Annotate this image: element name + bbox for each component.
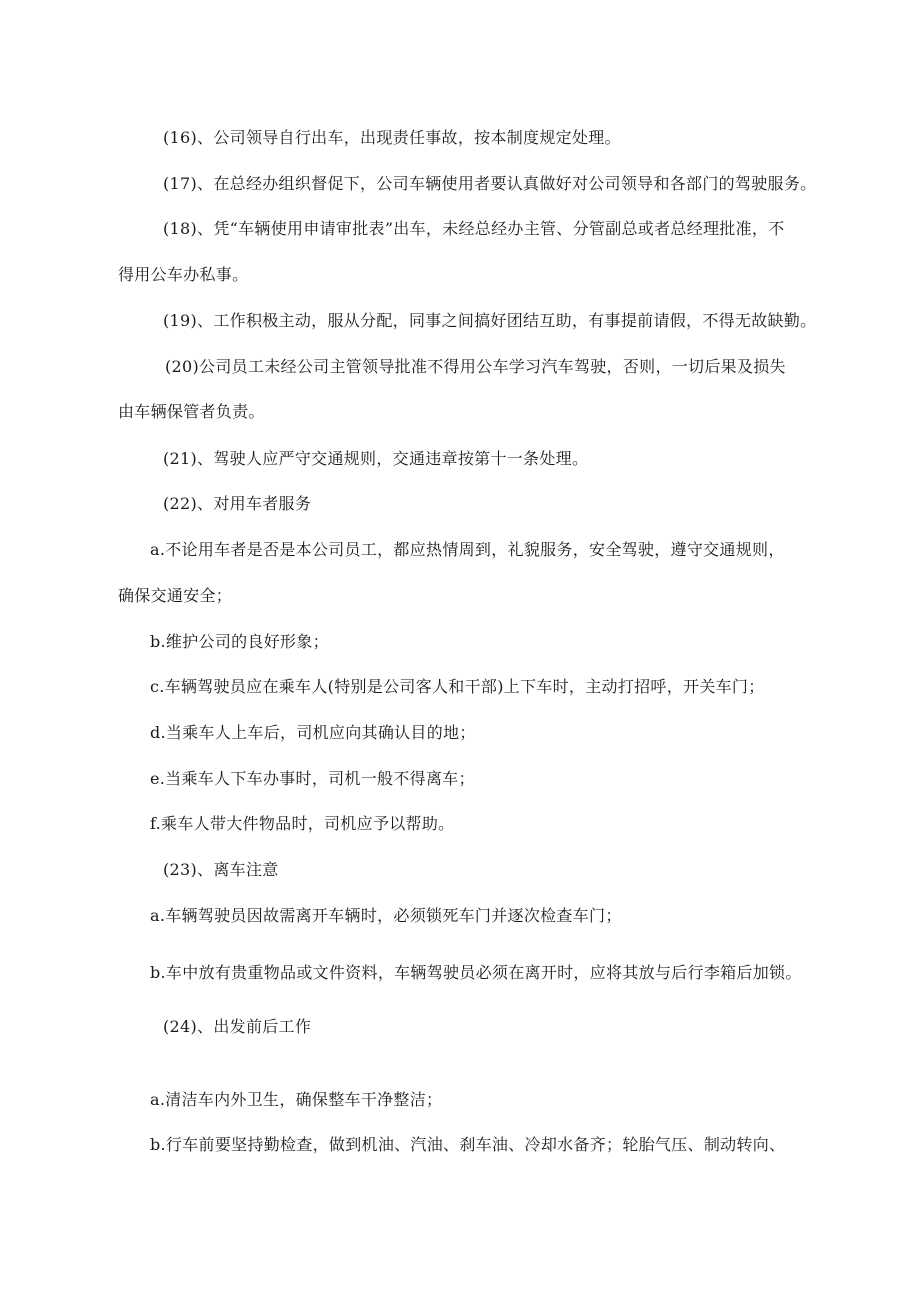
item-20-line-1: (20)公司员工未经公司主管领导批准不得用公车学习汽车驾驶，否则，一切后果及损失 <box>165 357 786 376</box>
item-22-b: b.维护公司的良好形象； <box>150 632 329 651</box>
item-19: (19)、工作积极主动，服从分配，同事之间搞好团结互助，有事提前请假，不得无故缺勤。 <box>163 311 817 330</box>
item-23-b: b.车中放有贵重物品或文件资料，车辆驾驶员必须在离开时，应将其放与后行李箱后加锁。 <box>150 963 802 982</box>
item-23-a: a.车辆驾驶员因故需离开车辆时，必须锁死车门并逐次检查车门； <box>150 906 622 925</box>
item-22-a-line-2: 确保交通安全； <box>118 586 233 605</box>
item-22-f: f.乘车人带大件物品时，司机应予以帮助。 <box>150 814 455 833</box>
item-22-c: c.车辆驾驶员应在乘车人(特别是公司客人和干部)上下车时，主动打招呼，开关车门； <box>150 677 765 696</box>
item-24-a: a.清洁车内外卫生，确保整车干净整洁； <box>150 1090 443 1109</box>
item-16: (16)、公司领导自行出车，出现责任事故，按本制度规定处理。 <box>163 128 621 147</box>
item-23-heading: (23)、离车注意 <box>163 860 279 879</box>
item-22-a-line-1: a.不论用车者是否是本公司员工，都应热情周到，礼貌服务，安全驾驶，遵守交通规则， <box>150 540 785 559</box>
item-22-e: e.当乘车人下车办事时，司机一般不得离车； <box>150 769 475 788</box>
item-22-d: d.当乘车人上车后，司机应向其确认目的地； <box>150 723 476 742</box>
item-20-line-2: 由车辆保管者负责。 <box>118 402 265 421</box>
item-18-line-2: 得用公车办私事。 <box>118 265 249 284</box>
item-21: (21)、驾驶人应严守交通规则，交通违章按第十一条处理。 <box>163 449 589 468</box>
item-24-b: b.行车前要坚持勤检查，做到机油、汽油、刹车油、冷却水备齐；轮胎气压、制动转向、 <box>150 1135 786 1154</box>
item-17: (17)、在总经办组织督促下，公司车辆使用者要认真做好对公司领导和各部门的驾驶服务。 <box>163 174 817 193</box>
item-24-heading: (24)、出发前后工作 <box>163 1017 312 1036</box>
item-22-heading: (22)、对用车者服务 <box>163 494 312 513</box>
item-18-line-1: (18)、凭“车辆使用申请审批表”出车，未经总经办主管、分管副总或者总经理批准，不 <box>163 219 785 238</box>
